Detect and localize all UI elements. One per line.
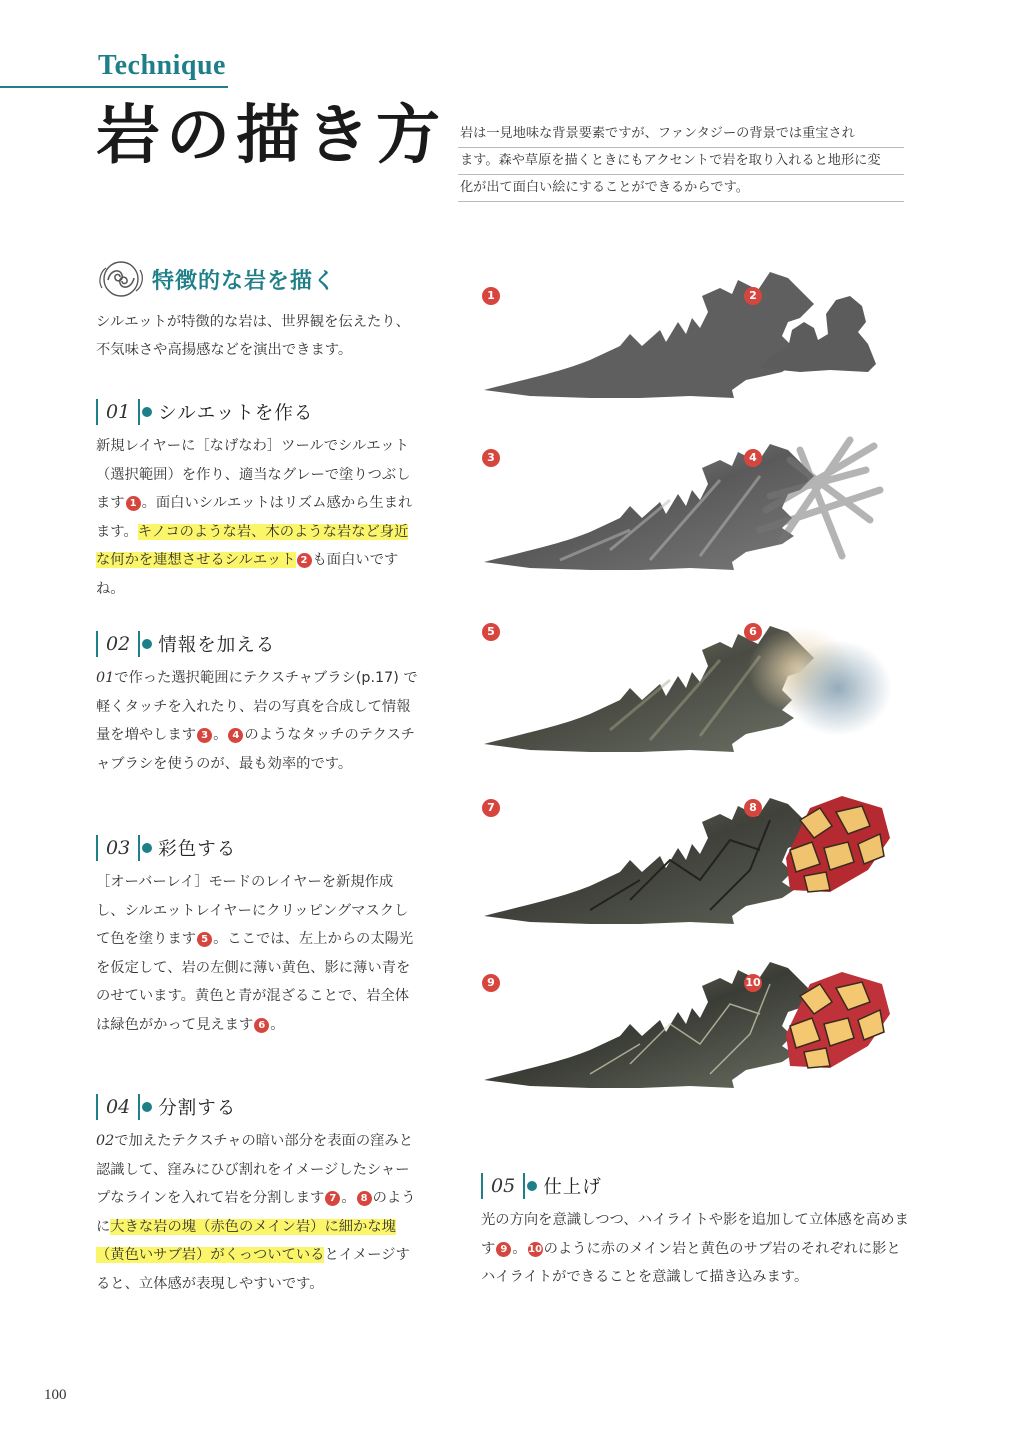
ref-marker: 8 — [357, 1191, 372, 1206]
step-body: 光の方向を意識しつつ、ハイライトや影を追加して立体感を高めます 9 。 10 のように赤のメイン岩と黄色のサブ岩のそれぞれに影とハイライトができることを意識して描き込みます。 — [481, 1212, 909, 1286]
intro-line: 岩は一見地味な背景要素ですが、ファンタジーの背景では重宝され — [458, 122, 904, 148]
rock-silhouette-1 — [484, 272, 814, 398]
step-bar — [523, 1173, 525, 1199]
step-body: ［オーバーレイ］モードのレイヤーを新規作成し、シルエットレイヤーにクリッピングマスクして色を塗ります 5 。ここでは、左上からの太陽光を仮定して、岩の左側に薄い黄色、影に薄い青をのせています。黄色と青が混ざることで、岩全体は緑色がかって見えます 6 。 — [96, 874, 414, 1033]
step-02 — [96, 630, 418, 778]
ref-marker: 6 — [254, 1018, 269, 1033]
rock-finished-9 — [484, 962, 814, 1088]
ref-marker: 4 — [228, 728, 243, 743]
step-title: 彩色する — [158, 839, 237, 860]
step-title: 仕上げ — [543, 1177, 602, 1198]
ref-marker: 7 — [325, 1191, 340, 1206]
highlighted-text: 大きな岩の塊（赤色のメイン岩）に細かな塊（黄色いサブ岩）がくっついている — [96, 1218, 396, 1264]
figure-label-9: 9 — [482, 974, 500, 992]
figure-label-4: 4 — [744, 449, 762, 467]
figure-label-6: 6 — [744, 623, 762, 641]
step-04 — [96, 1093, 418, 1299]
ref-marker: 9 — [496, 1242, 511, 1257]
swirl-ornament-icon — [96, 258, 146, 300]
step-body: 新規レイヤーに［なげなわ］ツールでシルエット（選択範囲）を作り、適当なグレーで塗りつぶします 1 。面白いシルエットはリズム感から生まれます。キノコのような岩、木のような岩など身近な何かを連想させるシルエット 2 も面白いですね。 — [96, 438, 413, 597]
intro-text — [458, 122, 904, 203]
step-number: 01 — [106, 401, 131, 423]
step-title: 分割する — [158, 1098, 237, 1119]
step-heading — [96, 1093, 418, 1121]
intro-line: ます。森や草原を描くときにもアクセントで岩を取り入れると地形に変 — [458, 149, 904, 175]
figure-label-3: 3 — [482, 449, 500, 467]
figure-label-5: 5 — [482, 623, 500, 641]
step-bar — [138, 835, 140, 861]
step-body: 02で加えたテクスチャの暗い部分を表面の窪みと認識して、窪みにひび割れをイメージしたシャープなラインを入れて岩を分割します 7 。 8 のように大きな岩の塊（赤色のメイン岩）に細かな塊（黄色いサブ岩）がくっついているとイメージすると、立体感が表現しやすいです。 — [96, 1133, 416, 1292]
step-dot-icon — [142, 1102, 152, 1112]
section-heading — [96, 258, 336, 300]
highlighted-text: キノコのような岩、木のような岩など身近な何かを連想させるシルエット — [96, 523, 409, 569]
step-dot-icon — [142, 639, 152, 649]
step-dot-icon — [527, 1181, 537, 1191]
step-number: 03 — [106, 837, 131, 859]
step-title: シルエットを作る — [158, 403, 314, 424]
ref-marker: 2 — [297, 553, 312, 568]
section-title: 特徴的な岩を描く — [152, 268, 337, 294]
figure-label-10: 10 — [744, 974, 762, 992]
ref-marker: 1 — [126, 496, 141, 511]
figure-label-1: 1 — [482, 287, 500, 305]
step-heading — [96, 834, 418, 862]
page-number: 100 — [44, 1387, 67, 1403]
step-05 — [481, 1172, 911, 1292]
intro-line: 化が出て面白い絵にすることができるからです。 — [458, 176, 904, 202]
figure-label-8: 8 — [744, 799, 762, 817]
step-title: 情報を加える — [158, 635, 276, 656]
ref-marker: 5 — [197, 932, 212, 947]
rock-segmented-7 — [484, 798, 814, 924]
figure-label-2: 2 — [744, 287, 762, 305]
step-number: 05 — [491, 1175, 516, 1197]
step-number: 04 — [106, 1096, 131, 1118]
step-bar — [138, 399, 140, 425]
section-lead: シルエットが特徴的な岩は、世界観を伝えたり、不気味さや高揚感などを演出できます。 — [96, 314, 410, 358]
step-dot-icon — [142, 843, 152, 853]
step-03 — [96, 834, 418, 1040]
ref-marker: 10 — [528, 1243, 543, 1255]
step-heading — [96, 398, 418, 426]
step-heading — [481, 1172, 911, 1200]
step-number: 02 — [106, 633, 131, 655]
step-bar — [138, 631, 140, 657]
step-heading — [96, 630, 418, 658]
figure-label-7: 7 — [482, 799, 500, 817]
step-01 — [96, 398, 418, 604]
step-bar — [138, 1094, 140, 1120]
technique-label: Technique — [98, 50, 226, 81]
page-title: 岩の描き方 — [96, 98, 446, 173]
ref-marker: 3 — [197, 728, 212, 743]
technique-rule — [0, 86, 228, 88]
rock-block-diagram-8 — [786, 796, 890, 892]
step-body: 01で作った選択範囲にテクスチャブラシ(p.17) で軽くタッチを入れたり、岩の写真を合成して情報量を増やします 3 。 4 のようなタッチのテクスチャブラシを使うのが、最も効率的です。 — [96, 670, 418, 772]
step-dot-icon — [142, 407, 152, 417]
rock-illustrations — [470, 260, 910, 1100]
